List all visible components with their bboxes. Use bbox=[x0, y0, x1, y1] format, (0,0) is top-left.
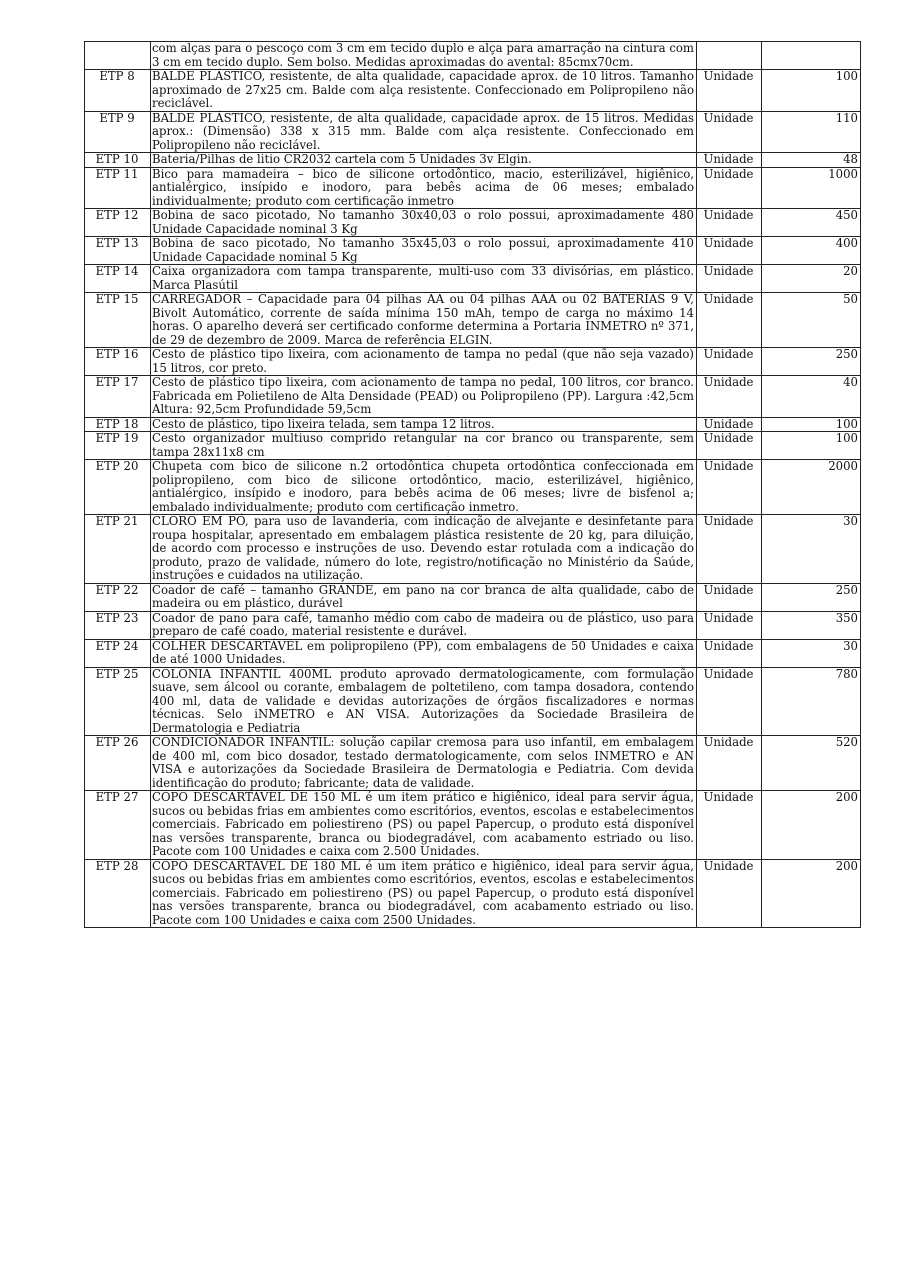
item-code-cell: ETP 28 bbox=[85, 859, 151, 928]
item-description-cell: Cesto organizador multiuso comprido retangular na cor branco ou transparente, sem tampa 28x11x8 cm bbox=[151, 432, 697, 460]
item-code-cell: ETP 18 bbox=[85, 417, 151, 432]
table-row bbox=[85, 736, 861, 791]
item-code-cell bbox=[85, 42, 151, 70]
table-row bbox=[85, 42, 861, 70]
item-code-cell: ETP 19 bbox=[85, 432, 151, 460]
item-unit-cell: Unidade bbox=[697, 432, 762, 460]
items-table bbox=[84, 41, 861, 928]
item-quantity-cell: 450 bbox=[762, 209, 861, 237]
item-unit-cell: Unidade bbox=[697, 791, 762, 860]
item-code-cell: ETP 9 bbox=[85, 111, 151, 153]
item-unit-cell: Unidade bbox=[697, 611, 762, 639]
item-description-cell: Cesto de plástico tipo lixeira, com acionamento de tampa no pedal (que não seja vazado) 15 litros, cor preto. bbox=[151, 348, 697, 376]
item-description-cell: Bico para mamadeira – bico de silicone ortodôntico, macio, esterilizável, higiênico, antialérgico, insípido e inodoro, para bebês acima de 06 meses; embalado individualmente; produto com certificação inmetro bbox=[151, 167, 697, 209]
item-code-cell: ETP 21 bbox=[85, 515, 151, 584]
item-unit-cell: Unidade bbox=[697, 667, 762, 736]
table-row bbox=[85, 583, 861, 611]
item-quantity-cell: 200 bbox=[762, 791, 861, 860]
item-description-cell: COLHER DESCARTÁVEL em polipropileno (PP), com embalagens de 50 Unidades e caixa de até 1000 Unidades. bbox=[151, 639, 697, 667]
item-description-cell: Coador de pano para café, tamanho médio com cabo de madeira ou de plástico, uso para preparo de café coado, material resistente e durável. bbox=[151, 611, 697, 639]
item-unit-cell bbox=[697, 42, 762, 70]
item-description-cell: Bobina de saco picotado, No tamanho 30x40,03 o rolo possui, aproximadamente 480 Unidade Capacidade nominal 3 Kg bbox=[151, 209, 697, 237]
item-code-cell: ETP 14 bbox=[85, 265, 151, 293]
item-quantity-cell: 520 bbox=[762, 736, 861, 791]
item-quantity-cell: 100 bbox=[762, 432, 861, 460]
item-quantity-cell: 1000 bbox=[762, 167, 861, 209]
table-row bbox=[85, 209, 861, 237]
item-quantity-cell: 30 bbox=[762, 515, 861, 584]
item-quantity-cell: 250 bbox=[762, 348, 861, 376]
item-unit-cell: Unidade bbox=[697, 639, 762, 667]
item-description-cell: Bobina de saco picotado, No tamanho 35x45,03 o rolo possui, aproximadamente 410 Unidade Capacidade nominal 5 Kg bbox=[151, 237, 697, 265]
item-quantity-cell: 30 bbox=[762, 639, 861, 667]
item-unit-cell: Unidade bbox=[697, 736, 762, 791]
item-unit-cell: Unidade bbox=[697, 376, 762, 418]
item-unit-cell: Unidade bbox=[697, 293, 762, 348]
item-code-cell: ETP 17 bbox=[85, 376, 151, 418]
item-unit-cell: Unidade bbox=[697, 237, 762, 265]
item-description-cell: BALDE PLÁSTICO, resistente, de alta qualidade, capacidade aprox. de 10 litros. Tamanho aproximado de 27x25 cm. Balde com alça resistente. Confeccionado em Polipropileno não reciclável. bbox=[151, 70, 697, 112]
table-row bbox=[85, 348, 861, 376]
item-description-cell: BALDE PLÁSTICO, resistente, de alta qualidade, capacidade aprox. de 15 litros. Medidas aprox.: (Dimensão) 338 x 315 mm. Balde com alça resistente. Confeccionado em Polipropileno não reciclável. bbox=[151, 111, 697, 153]
item-description-cell: COPO DESCARTÁVEL DE 180 ML é um item prático e higiênico, ideal para servir água, sucos ou bebidas frias em ambientes como escritórios, eventos, escolas e estabelecimentos comerciais. Fabricado em poliestireno (PS) ou papel Papercup, o produto está disponível nas versões transparente, branca ou biodegradável, com acabamento estriado ou liso. Pacote com 100 Unidades e caixa com 2500 Unidades. bbox=[151, 859, 697, 928]
item-quantity-cell: 780 bbox=[762, 667, 861, 736]
item-quantity-cell: 110 bbox=[762, 111, 861, 153]
table-row bbox=[85, 859, 861, 928]
item-code-cell: ETP 15 bbox=[85, 293, 151, 348]
table-row bbox=[85, 70, 861, 112]
table-row bbox=[85, 639, 861, 667]
item-quantity-cell: 20 bbox=[762, 265, 861, 293]
item-unit-cell: Unidade bbox=[697, 348, 762, 376]
item-description-cell: Chupeta com bico de silicone n.2 ortodôntica chupeta ortodôntica confeccionada em polipropileno, com bico de silicone ortodôntico, macio, esterilizável, higiênico, antialérgico, insípido e inodoro, para bebês acima de 06 meses; livre de bisfenol a; embalado individualmente; produto com certificação inmetro. bbox=[151, 460, 697, 515]
item-code-cell: ETP 20 bbox=[85, 460, 151, 515]
table-row bbox=[85, 432, 861, 460]
items-table-body bbox=[85, 42, 861, 928]
table-row bbox=[85, 265, 861, 293]
item-code-cell: ETP 10 bbox=[85, 153, 151, 168]
item-code-cell: ETP 24 bbox=[85, 639, 151, 667]
item-code-cell: ETP 23 bbox=[85, 611, 151, 639]
item-code-cell: ETP 26 bbox=[85, 736, 151, 791]
item-quantity-cell: 2000 bbox=[762, 460, 861, 515]
table-row bbox=[85, 515, 861, 584]
item-description-cell: CARREGADOR – Capacidade para 04 pilhas AA ou 04 pilhas AAA ou 02 BATERIAS 9 V, Bivolt Automático, corrente de saída mínima 150 mAh, tempo de carga no máximo 14 horas. O aparelho deverá ser certificado conforme determina a Portaria INMETRO nº 371, de 29 de dezembro de 2009. Marca de referência ELGIN. bbox=[151, 293, 697, 348]
item-description-cell: Coador de café – tamanho GRANDE, em pano na cor branca de alta qualidade, cabo de madeira ou em plástico, durável bbox=[151, 583, 697, 611]
item-description-cell: Cesto de plástico, tipo lixeira telada, sem tampa 12 litros. bbox=[151, 417, 697, 432]
item-unit-cell: Unidade bbox=[697, 460, 762, 515]
item-description-cell: CLORO EM PÓ, para uso de lavanderia, com indicação de alvejante e desinfetante para roupa hospitalar, apresentado em embalagem plástica resistente de 20 kg, para diluição, de acordo com processo e instruções de uso. Devendo estar rotulada com a indicação do produto, prazo de validade, número do lote, registro/notificação no Ministério da Saúde, instruções e cuidados na utilização. bbox=[151, 515, 697, 584]
item-code-cell: ETP 25 bbox=[85, 667, 151, 736]
item-code-cell: ETP 11 bbox=[85, 167, 151, 209]
item-quantity-cell: 50 bbox=[762, 293, 861, 348]
table-row bbox=[85, 376, 861, 418]
table-row bbox=[85, 293, 861, 348]
item-unit-cell: Unidade bbox=[697, 583, 762, 611]
table-row bbox=[85, 153, 861, 168]
item-code-cell: ETP 16 bbox=[85, 348, 151, 376]
item-unit-cell: Unidade bbox=[697, 153, 762, 168]
item-unit-cell: Unidade bbox=[697, 209, 762, 237]
item-quantity-cell: 100 bbox=[762, 70, 861, 112]
item-description-cell: Bateria/Pilhas de litio CR2032 cartela com 5 Unidades 3v Elgin. bbox=[151, 153, 697, 168]
item-code-cell: ETP 8 bbox=[85, 70, 151, 112]
table-row bbox=[85, 417, 861, 432]
item-quantity-cell: 400 bbox=[762, 237, 861, 265]
item-quantity-cell: 350 bbox=[762, 611, 861, 639]
item-description-cell: com alças para o pescoço com 3 cm em tecido duplo e alça para amarração na cintura com 3 cm em tecido duplo. Sem bolso. Medidas aproximadas do avental: 85cmx70cm. bbox=[151, 42, 697, 70]
item-description-cell: CONDICIONADOR INFANTIL: solução capilar cremosa para uso infantil, em embalagem de 400 ml, com bico dosador, testado dermatologicamente, com selos INMETRO e AN VISA e autorizações da Sociedade Brasileira de Dermatologia e Pediatria. Com devida identificação do produto; fabricante; data de validade. bbox=[151, 736, 697, 791]
table-row bbox=[85, 237, 861, 265]
item-unit-cell: Unidade bbox=[697, 265, 762, 293]
item-quantity-cell bbox=[762, 42, 861, 70]
item-unit-cell: Unidade bbox=[697, 70, 762, 112]
table-row bbox=[85, 167, 861, 209]
item-unit-cell: Unidade bbox=[697, 859, 762, 928]
item-unit-cell: Unidade bbox=[697, 111, 762, 153]
table-row bbox=[85, 611, 861, 639]
item-quantity-cell: 100 bbox=[762, 417, 861, 432]
item-quantity-cell: 250 bbox=[762, 583, 861, 611]
item-description-cell: Cesto de plástico tipo lixeira, com acionamento de tampa no pedal, 100 litros, cor branco. Fabricada em Polietileno de Alta Densidade (PEAD) ou Polipropileno (PP). Largura :42,5cm Altura: 92,5cm Profundidade 59,5cm bbox=[151, 376, 697, 418]
table-row bbox=[85, 667, 861, 736]
item-description-cell: COLONIA INFANTIL 400ML produto aprovado dermatologicamente, com formulação suave, sem álcool ou corante, embalagem de poltetileno, com tampa dosadora, contendo 400 ml, data de validade e devidas autorizações de órgãos fiscalizadores e normas técnicas. Selo iNMETRO e AN VISA. Autorizações da Sociedade Brasileira de Dermatologia e Pediatria bbox=[151, 667, 697, 736]
item-code-cell: ETP 22 bbox=[85, 583, 151, 611]
item-code-cell: ETP 27 bbox=[85, 791, 151, 860]
item-quantity-cell: 40 bbox=[762, 376, 861, 418]
item-description-cell: Caixa organizadora com tampa transparente, multi-uso com 33 divisórias, em plástico. Marca Plasútil bbox=[151, 265, 697, 293]
table-row bbox=[85, 111, 861, 153]
item-code-cell: ETP 12 bbox=[85, 209, 151, 237]
table-row bbox=[85, 460, 861, 515]
item-unit-cell: Unidade bbox=[697, 515, 762, 584]
table-row bbox=[85, 791, 861, 860]
item-unit-cell: Unidade bbox=[697, 167, 762, 209]
item-description-cell: COPO DESCARTÁVEL DE 150 ML é um item prático e higiênico, ideal para servir água, sucos ou bebidas frias em ambientes como escritórios, eventos, escolas e estabelecimentos comerciais. Fabricado em poliestireno (PS) ou papel Papercup, o produto está disponível nas versões transparente, branca ou biodegradável, com acabamento estriado ou liso. Pacote com 100 Unidades e caixa com 2.500 Unidades. bbox=[151, 791, 697, 860]
item-quantity-cell: 200 bbox=[762, 859, 861, 928]
item-code-cell: ETP 13 bbox=[85, 237, 151, 265]
item-unit-cell: Unidade bbox=[697, 417, 762, 432]
item-quantity-cell: 48 bbox=[762, 153, 861, 168]
